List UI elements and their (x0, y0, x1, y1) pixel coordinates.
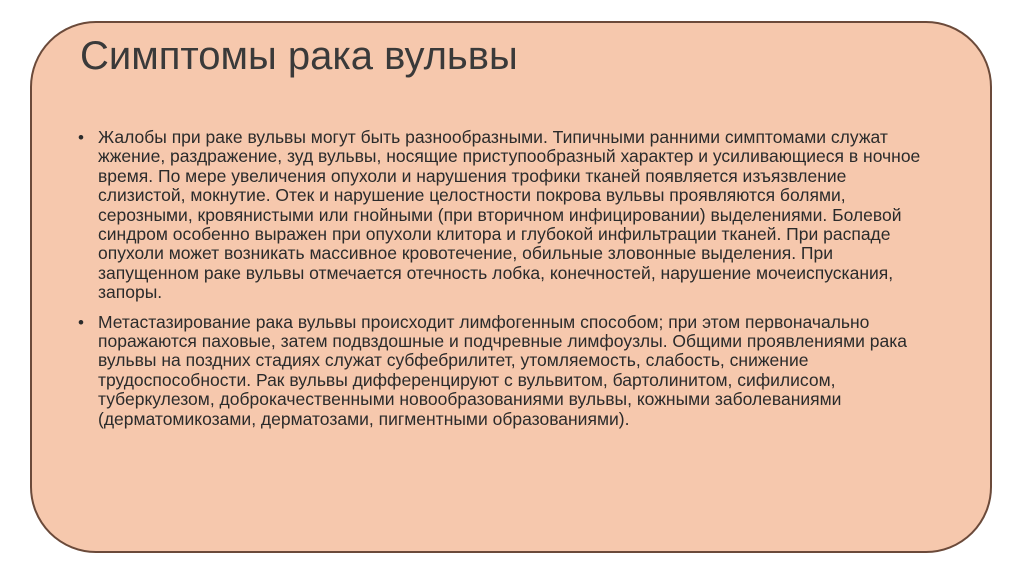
slide-title: Симптомы рака вульвы (80, 34, 518, 78)
bullet-text-complaints: Жалобы при раке вульвы могут быть разнообразными. Типичными ранними симптомами служат жжение, раздражение, зуд вульвы, носящие приступообразный характер и усиливающиеся в ночное время. По мере увеличения опухоли и нарушения трофики тканей появляется изъязвление слизистой, мокнутие. Отек и нарушение целостности покрова вульвы проявляются болями, серозными, кровянистыми или гнойными (при вторичном инфицировании) выделениями. Болевой синдром особенно выражен при опухоли клитора и глубокой инфильтрации тканей. При распаде опухоли может возникать массивное кровотечение, обильные зловонные выделения. При запущенном раке вульвы отмечается отечность лобка, конечностей, нарушение мочеиспускания, запоры. (98, 127, 921, 303)
bullet-text-metastasis: Метастазирование рака вульвы происходит лимфогенным способом; при этом первоначально поражаются паховые, затем подвздошные и подчревные лимфоузлы. Общими проявлениями рака вульвы на поздних стадиях служат субфебрилитет, утомляемость, слабость, снижение трудоспособности. Рак вульвы дифференцируют с вульвитом, бартолинитом, сифилисом, туберкулезом, доброкачественными новообразованиями вульвы, кожными заболеваниями (дерматомикозами, дерматозами, пигментными образованиями). (98, 311, 907, 429)
bullet-dot-icon: • (78, 312, 84, 332)
bullet-item-metastasis (78, 313, 930, 429)
bullet-dot-icon: • (78, 128, 84, 147)
bullet-list (78, 128, 930, 439)
bullet-item-complaints (78, 128, 930, 303)
